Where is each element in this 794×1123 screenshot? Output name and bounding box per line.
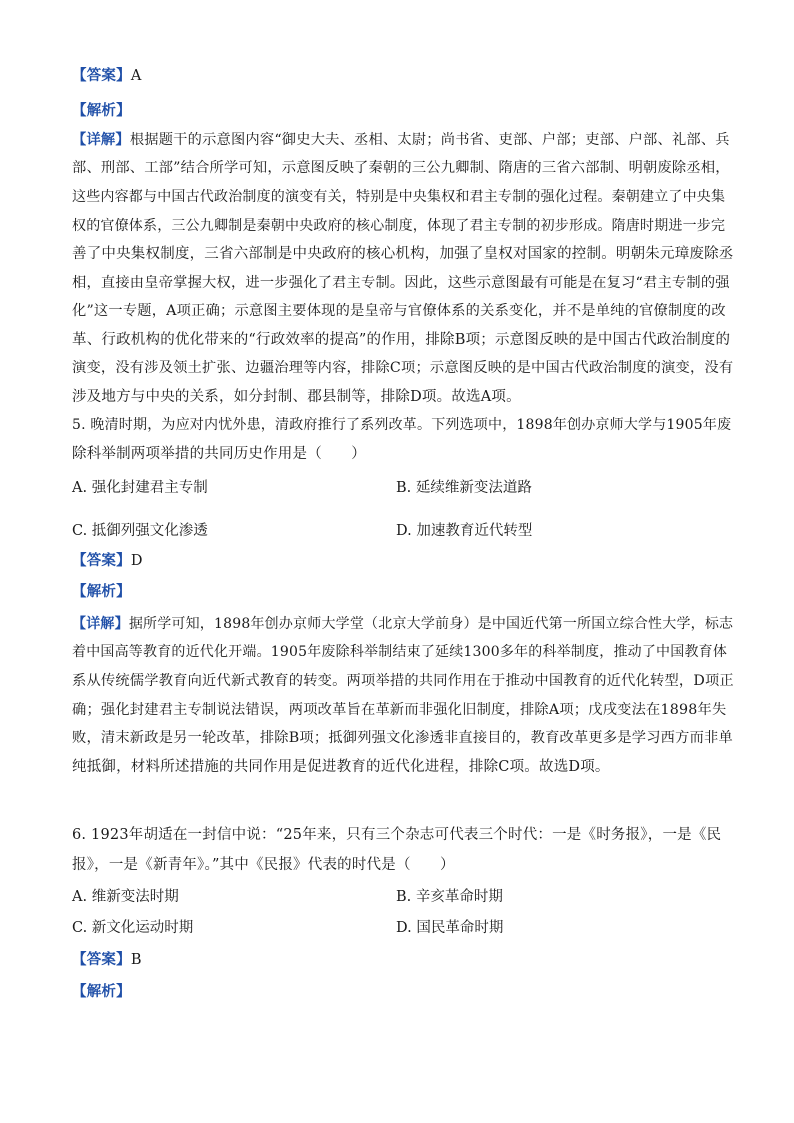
detail-text: 根据题干的示意图内容“御史大夫、丞相、太尉；尚书省、吏部、户部；吏部、户部、礼部、兵 [129, 132, 730, 148]
q5-option-b: B. 延续维新变法道路 [396, 480, 532, 496]
detail-text: 化”这一专题，A项正确；示意图主要体现的是皇帝与官僚体系的关系变化，并不是单纯的官僚制度的改 [72, 303, 726, 319]
detail-text: 革、行政机构的优化带来的“行政效率的提高”的作用，排除B项；示意图反映的是中国古代政治制度的 [72, 332, 731, 348]
detail-text: 相，直接由皇帝掌握大权，进一步强化了君主专制。因此，这些示意图最有可能是在复习“君主专制的强 [72, 275, 730, 291]
question-5-stem: 5. 晚清时期，为应对内忧外患，清政府推行了系列改革。下列选项中，1898年创办京师大学与1905年废 [72, 417, 732, 433]
detail-text: 善了中央集权制度，三省六部制是中央政府的核心机构，加强了皇权对国家的控制。明朝朱元璋废除丞 [72, 246, 734, 262]
detail-text: 确；强化封建君主专制说法错误，两项改革旨在革新而非强化旧制度，排除A项；戊戌变法在1898年失 [72, 702, 727, 718]
detail-text: 败，清末新政是另一轮改革，排除B项；抵御列强文化渗透非直接目的，教育改革更多是学习西方而非单 [72, 730, 733, 746]
detail-text: 着中国高等教育的近代化开端。1905年废除科举制结束了延续1300多年的科举制度，推动了中国教育体 [72, 644, 728, 660]
analysis-tag: 【解析】 [72, 583, 131, 600]
analysis-tag: 【解析】 [72, 102, 131, 119]
q6-option-a: A. 维新变法时期 [72, 889, 179, 905]
question-5-stem: 除科举制两项举措的共同历史作用是（ ） [72, 446, 366, 462]
answer-value: A [130, 68, 142, 84]
detail-text: 权的官僚体系，三公九卿制是秦朝中央政府的核心制度，体现了君主专制的初步形成。隋唐时期进一步完 [72, 218, 726, 234]
answer-value: D [130, 553, 143, 569]
detail-line [72, 614, 733, 634]
question-6-stem: 6. 1923年胡适在一封信中说：“25年来，只有三个杂志可代表三个时代：一是《时务报》，一是《民 [72, 827, 722, 843]
detail-text: 部、刑部、工部”结合所学可知，示意图反映了秦朝的三公九卿制、隋唐的三省六部制、明朝废除丞相， [72, 160, 730, 176]
answer-tag: 【答案】 [72, 67, 131, 84]
detail-text: 涉及地方与中央的关系，如分封制、郡县制等，排除D项。故选A项。 [72, 389, 521, 405]
detail-text: 纯抵御，材料所述措施的共同作用是促进教育的近代化进程，排除C项。故选D项。 [72, 759, 610, 775]
answer-line [72, 66, 141, 86]
question-6-stem: 报》，一是《新青年》。”其中《民报》代表的时代是（ ） [72, 857, 455, 873]
q5-option-a: A. 强化封建君主专制 [72, 480, 208, 496]
detail-line [72, 130, 730, 150]
q5-option-d: D. 加速教育近代转型 [396, 523, 533, 539]
detail-tag: 【详解】 [72, 616, 129, 632]
answer-line [72, 950, 142, 970]
answer-tag: 【答案】 [72, 552, 131, 569]
q5-option-c: C. 抵御列强文化渗透 [72, 523, 208, 539]
q6-option-b: B. 辛亥革命时期 [396, 889, 503, 905]
answer-value: B [130, 952, 142, 968]
detail-text: 系从传统儒学教育向近代新式教育的转变。两项举措的共同作用在于推动中国教育的近代化转型，D项正 [72, 673, 734, 689]
answer-tag: 【答案】 [72, 951, 131, 968]
detail-text: 这些内容都与中国古代政治制度的演变有关，特别是中央集权和君主专制的强化过程。秦朝建立了中央集 [72, 189, 726, 205]
analysis-tag: 【解析】 [72, 983, 131, 1000]
detail-tag: 【详解】 [72, 132, 130, 148]
answer-line [72, 551, 143, 571]
detail-text: 演变，没有涉及领土扩张、边疆治理等内容，排除C项；示意图反映的是中国古代政治制度的演变，没有 [72, 360, 734, 376]
q6-option-c: C. 新文化运动时期 [72, 920, 194, 936]
detail-text: 据所学可知，1898年创办京师大学堂（北京大学前身）是中国近代第一所国立综合性大学，标志 [128, 616, 734, 632]
q6-option-d: D. 国民革命时期 [396, 920, 504, 936]
